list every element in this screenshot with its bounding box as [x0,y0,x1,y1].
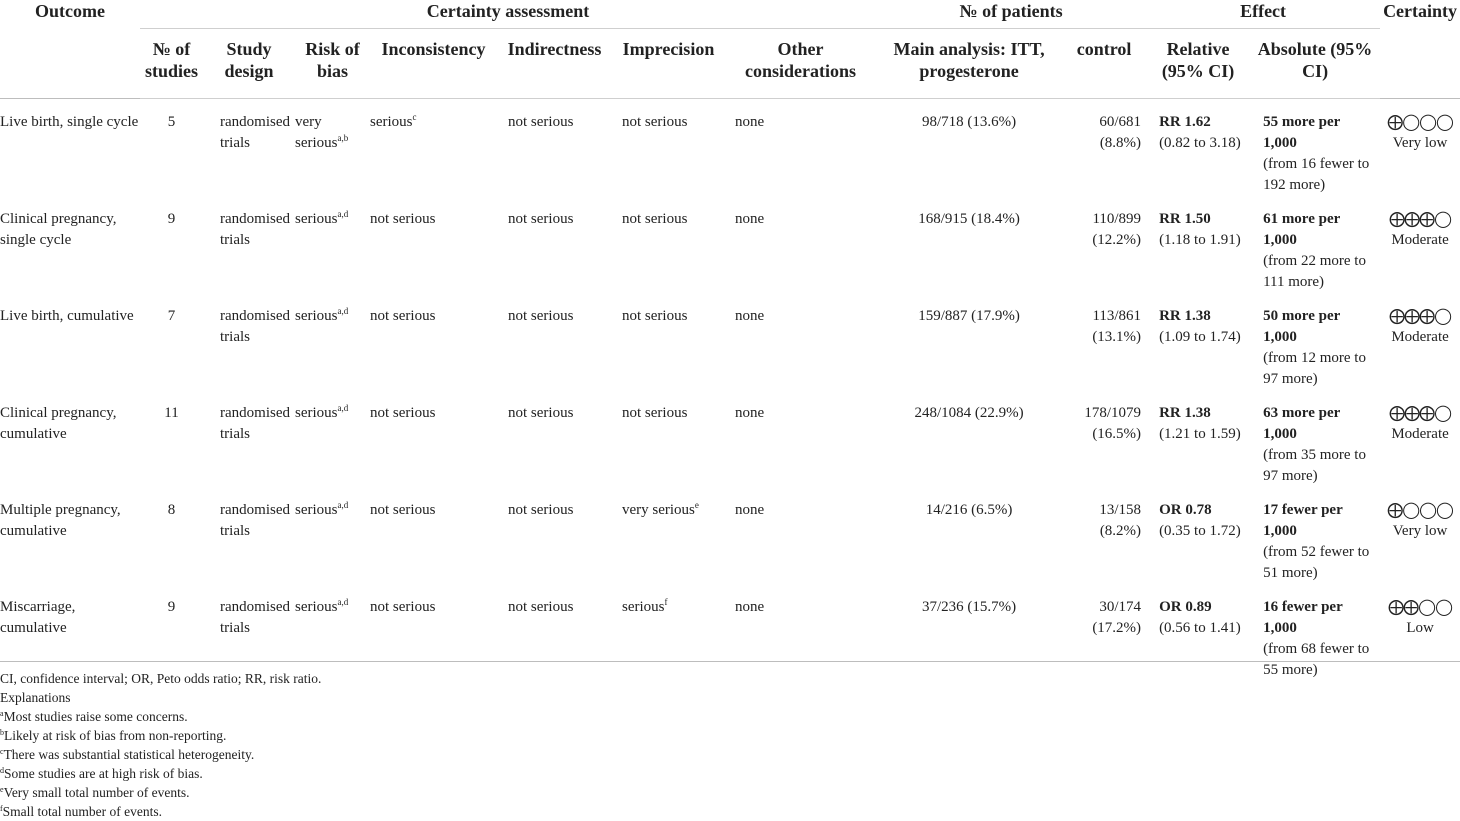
absolute-effect-cell [1250,584,1380,681]
footnote-mark: d [0,766,4,775]
indirectness-cell: not serious [508,599,574,615]
control-percent: (8.2%) [1099,523,1142,539]
indirectness-cell: not serious [508,308,574,324]
inconsistency-cell [370,196,497,293]
progesterone-cell: 14/216 (6.5%) [925,502,1013,518]
risk-of-bias-cell [295,196,370,293]
study-design-cell: randomised trials [220,405,290,442]
risk-of-bias-text: serious [295,599,338,615]
imprecision-text: not serious [622,211,688,227]
absolute-estimate: 61 more per 1,000 [1263,211,1340,248]
progesterone-cell: 98/718 (13.6%) [921,114,1017,130]
control-count: 178/1079 [1084,405,1142,421]
inconsistency-header: Inconsistency [370,29,497,99]
absolute-estimate: 50 more per 1,000 [1263,308,1340,345]
absolute-estimate: 16 fewer per 1,000 [1263,599,1343,636]
progesterone-cell: 168/915 (18.4%) [918,211,1020,227]
absolute-effect-cell [1250,293,1380,390]
certainty-rating-icon: ⨁⨁⨁◯ [1389,405,1452,422]
footnote-text: Likely at risk of bias from non-reporting. [4,728,227,743]
footnote-item [0,745,321,764]
table-row [0,293,1460,390]
absolute-ci: (from 22 more to 111 more) [1263,253,1366,290]
outcome-header: Outcome [35,1,105,21]
absolute-effect-header: Absolute (95% CI) [1250,29,1380,99]
relative-effect-cell [1146,584,1250,681]
certainty-label: Moderate [1391,232,1449,248]
risk-of-bias-footnote: a,d [337,209,349,219]
outcome-cell: Live birth, cumulative [0,308,134,324]
imprecision-cell [612,584,725,681]
absolute-effect-cell [1250,196,1380,293]
control-percent: (8.8%) [1099,135,1142,151]
imprecision-cell [612,390,725,487]
control-count: 60/681 [1099,114,1142,130]
absolute-effect-cell [1250,99,1380,197]
certainty-cell [1380,390,1460,487]
risk-of-bias-cell [295,487,370,584]
other-considerations-header: Other considerations [725,29,876,99]
footnote-text: There was substantial statistical heterogeneity. [3,747,255,762]
certainty-rating-icon: ⨁◯◯◯ [1387,502,1453,519]
control-count: 13/158 [1099,502,1142,518]
footnote-mark: b [0,728,4,737]
footnote-item [0,707,321,726]
imprecision-footnote: e [694,500,699,510]
certainty-label: Very low [1392,135,1448,151]
control-count: 30/174 [1099,599,1142,615]
absolute-ci: (from 12 more to 97 more) [1263,350,1366,387]
indirectness-cell: not serious [508,211,574,227]
control-percent: (16.5%) [1092,426,1142,442]
study-design-cell: randomised trials [220,211,290,248]
absolute-ci: (from 68 fewer to 55 more) [1263,641,1370,678]
outcome-cell: Clinical pregnancy, cumulative [0,405,117,442]
risk-of-bias-footnote: a,b [337,133,349,143]
footnote-mark: a [0,709,4,718]
risk-of-bias-text: very serious [295,114,338,151]
table-body [0,99,1460,682]
control-percent: (13.1%) [1092,329,1142,345]
certainty-cell [1380,584,1460,681]
risk-of-bias-text: serious [295,405,338,421]
relative-effect-cell [1146,293,1250,390]
other-considerations-cell: none [735,502,765,518]
relative-effect-header: Relative (95% CI) [1146,29,1250,99]
relative-estimate: OR 0.89 [1159,599,1212,615]
risk-of-bias-text: serious [295,308,338,324]
inconsistency-cell [370,584,497,681]
control-count: 110/899 [1092,211,1142,227]
relative-ci: (0.82 to 3.18) [1159,135,1241,151]
control-cell [1062,293,1146,390]
indirectness-cell: not serious [508,502,574,518]
absolute-ci: (from 35 more to 97 more) [1263,447,1366,484]
relative-ci: (0.35 to 1.72) [1159,523,1241,539]
num-studies-cell: 8 [167,502,176,518]
certainty-rating-icon: ⨁◯◯◯ [1387,114,1453,131]
patients-header: № of patients [876,0,1146,29]
study-design-cell: randomised trials [220,114,290,151]
footer-divider [0,661,1460,662]
footnote-item [0,783,321,802]
outcome-cell: Miscarriage, cumulative [0,599,76,636]
other-considerations-cell: none [735,308,765,324]
control-percent: (12.2%) [1092,232,1142,248]
progesterone-cell: 37/236 (15.7%) [921,599,1017,615]
footnote-item [0,726,321,745]
risk-of-bias-text: serious [295,211,338,227]
imprecision-cell [612,99,725,197]
imprecision-cell [612,487,725,584]
footnote-mark: f [0,804,3,813]
indirectness-cell: not serious [508,405,574,421]
explanations-title: Explanations [0,690,71,705]
relative-effect-cell [1146,99,1250,197]
certainty-label: Very low [1392,523,1448,539]
certainty-assessment-header: Certainty assessment [140,0,876,29]
certainty-cell [1380,293,1460,390]
risk-of-bias-header: Risk of bias [295,29,370,99]
inconsistency-text: not serious [370,405,436,421]
certainty-label: Moderate [1391,426,1449,442]
inconsistency-cell [370,293,497,390]
outcome-subheader-empty [0,29,140,99]
inconsistency-cell [370,390,497,487]
effect-header: Effect [1146,0,1380,29]
study-design-header: Study design [203,29,295,99]
num-studies-header: № of studies [140,29,203,99]
relative-ci: (1.09 to 1.74) [1159,329,1241,345]
inconsistency-cell [370,99,497,197]
certainty-cell [1380,196,1460,293]
explanations-list [0,707,321,821]
num-studies-cell: 11 [164,405,179,421]
control-percent: (17.2%) [1092,620,1142,636]
risk-of-bias-text: serious [295,502,338,518]
certainty-cell [1380,99,1460,197]
imprecision-text: not serious [622,405,688,421]
relative-effect-cell [1146,390,1250,487]
outcome-cell: Live birth, single cycle [0,114,139,130]
certainty-cell [1380,487,1460,584]
risk-of-bias-footnote: a,d [337,597,349,607]
indirectness-header: Indirectness [497,29,612,99]
absolute-estimate: 55 more per 1,000 [1263,114,1340,151]
relative-estimate: RR 1.38 [1159,405,1211,421]
imprecision-text: not serious [622,308,688,324]
risk-of-bias-footnote: a,d [337,306,349,316]
main-analysis-header: Main analysis: ITT, progesterone [876,29,1062,99]
relative-estimate: RR 1.38 [1159,308,1211,324]
inconsistency-text: not serious [370,502,436,518]
certainty-label: Low [1406,620,1434,636]
absolute-effect-cell [1250,487,1380,584]
footnote-item [0,764,321,783]
certainty-header: Certainty [1383,1,1458,21]
inconsistency-text: not serious [370,599,436,615]
study-design-cell: randomised trials [220,308,290,345]
relative-ci: (1.18 to 1.91) [1159,232,1241,248]
inconsistency-footnote: c [412,112,417,122]
control-header: control [1062,29,1146,99]
inconsistency-cell [370,487,497,584]
certainty-rating-icon: ⨁⨁⨁◯ [1389,308,1452,325]
footnote-mark: e [0,785,4,794]
imprecision-text: not serious [622,114,688,130]
table-row [0,196,1460,293]
risk-of-bias-footnote: a,d [337,403,349,413]
relative-estimate: RR 1.50 [1159,211,1211,227]
abbreviations-note: CI, confidence interval; OR, Peto odds ratio; RR, risk ratio. [0,671,322,686]
certainty-label: Moderate [1391,329,1449,345]
absolute-ci: (from 52 fewer to 51 more) [1263,544,1370,581]
table-row [0,487,1460,584]
inconsistency-text: serious [370,114,413,130]
control-cell [1062,99,1146,197]
relative-ci: (0.56 to 1.41) [1159,620,1241,636]
relative-estimate: RR 1.62 [1159,114,1211,130]
absolute-ci: (from 16 fewer to 192 more) [1263,156,1370,193]
certainty-subheader-empty [1380,29,1460,99]
footnote-text: Some studies are at high risk of bias. [4,766,203,781]
certainty-rating-icon: ⨁⨁◯◯ [1388,599,1452,616]
control-cell [1062,196,1146,293]
absolute-effect-cell [1250,390,1380,487]
risk-of-bias-cell [295,584,370,681]
imprecision-cell [612,196,725,293]
study-design-cell: randomised trials [220,599,290,636]
footnote-text: Small total number of events. [2,804,163,819]
imprecision-cell [612,293,725,390]
control-cell [1062,487,1146,584]
control-count: 113/861 [1092,308,1142,324]
imprecision-footnote: f [664,597,668,607]
control-cell [1062,584,1146,681]
absolute-estimate: 63 more per 1,000 [1263,405,1340,442]
num-studies-cell: 9 [167,599,176,615]
control-cell [1062,390,1146,487]
relative-effect-cell [1146,196,1250,293]
indirectness-cell: not serious [508,114,574,130]
footnote-item [0,802,321,821]
absolute-estimate: 17 fewer per 1,000 [1263,502,1343,539]
inconsistency-text: not serious [370,211,436,227]
outcome-cell: Clinical pregnancy, single cycle [0,211,117,248]
certainty-rating-icon: ⨁⨁⨁◯ [1389,211,1452,228]
progesterone-cell: 248/1084 (22.9%) [914,405,1024,421]
relative-estimate: OR 0.78 [1159,502,1212,518]
other-considerations-cell: none [735,114,765,130]
footnote-text: Most studies raise some concerns. [3,709,188,724]
risk-of-bias-cell [295,390,370,487]
inconsistency-text: not serious [370,308,436,324]
imprecision-text: very serious [622,502,695,518]
study-design-cell: randomised trials [220,502,290,539]
imprecision-text: serious [622,599,665,615]
num-studies-cell: 9 [167,211,176,227]
relative-ci: (1.21 to 1.59) [1159,426,1241,442]
other-considerations-cell: none [735,405,765,421]
num-studies-cell: 7 [167,308,176,324]
other-considerations-cell: none [735,599,765,615]
table-notes [0,669,321,821]
imprecision-header: Imprecision [612,29,725,99]
table-row [0,584,1460,681]
risk-of-bias-cell [295,293,370,390]
num-studies-cell: 5 [167,114,176,130]
table-row [0,99,1460,197]
outcome-cell: Multiple pregnancy, cumulative [0,502,121,539]
table-row [0,390,1460,487]
risk-of-bias-footnote: a,d [337,500,349,510]
progesterone-cell: 159/887 (17.9%) [918,308,1020,324]
risk-of-bias-cell [295,99,370,197]
other-considerations-cell: none [735,211,765,227]
relative-effect-cell [1146,487,1250,584]
footnote-mark: c [0,747,4,756]
footnote-text: Very small total number of events. [3,785,190,800]
